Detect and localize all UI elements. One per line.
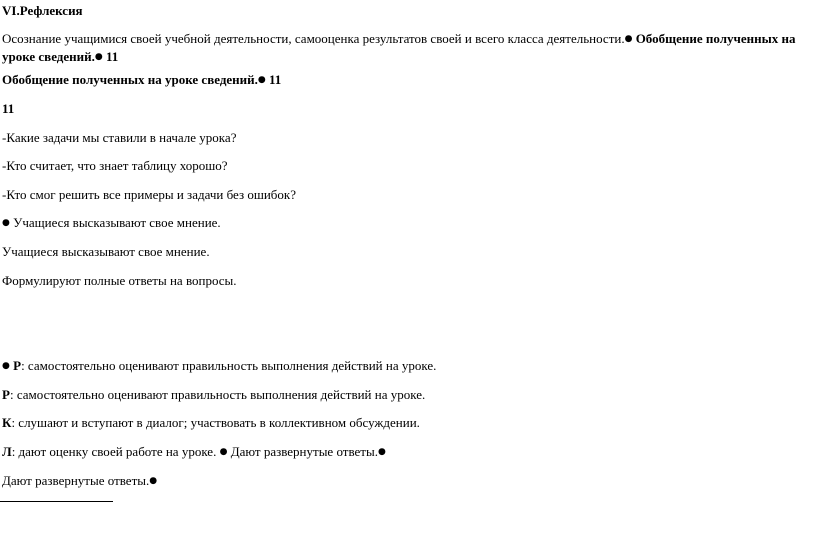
bullet-icon: ● [149,476,158,486]
r-label: Р [2,387,10,402]
student-opinion-bulleted [2,215,221,233]
intro-text: Осознание учащимися своей учебной деятельности, самооценка результатов своей и всего класса деятельности. [2,31,625,46]
question-1 [2,130,236,145]
question-text: -Какие задачи мы ставили в начале урока? [2,130,237,145]
question-text: -Кто смог решить все примеры и задачи без ошибок? [2,187,296,202]
formulate-line [2,273,237,288]
bullet-icon: ● [377,447,386,457]
section-heading-text: VI.Рефлексия [2,3,83,18]
number-line [2,101,14,116]
bullet-icon: ● [2,361,10,371]
bullet-icon: ● [624,34,633,44]
footnote-separator [0,501,113,502]
l-text: : дают оценку своей работе на уроке. [11,444,217,459]
intro-bold-tail: Обобщение полученных на уроке сведений. [2,31,796,64]
bullet-icon: ● [219,447,228,457]
r-label: Р [13,358,22,373]
student-opinion-text: Учащиеся высказывают свое мнение. [13,215,221,230]
question-text: -Кто считает, что знает таблицу хорошо? [2,158,228,173]
section-heading [2,3,83,18]
k-label: К [2,415,12,430]
summary-text: Обобщение полученных на уроке сведений. [2,72,258,87]
bullet-icon: ● [2,218,10,228]
k-item [2,415,420,430]
question-3 [2,187,296,202]
intro-number: 11 [105,49,119,64]
formulate-text: Формулируют полные ответы на вопросы. [2,273,237,288]
r-text: : самостоятельно оценивают правильность выполнения действий на уроке. [21,358,437,373]
l-label: Л [2,444,12,459]
l-item [2,444,386,462]
r-item [2,387,425,402]
summary-number: 11 [269,72,282,87]
l-tail: Дают развернутые ответы. [230,444,378,459]
number-line-text: 11 [2,101,15,116]
intro-paragraph [2,31,802,67]
student-opinion-text: Учащиеся высказывают свое мнение. [2,244,210,259]
summary-line [2,72,281,90]
bullet-icon: ● [94,52,103,62]
last-line-text: Дают развернутые ответы. [2,473,150,488]
last-line [2,473,157,491]
k-text: : слушают и вступают в диалог; участвовать в коллективном обсуждении. [11,415,420,430]
r-text: : самостоятельно оценивают правильность выполнения действий на уроке. [9,387,426,402]
question-2 [2,158,228,173]
r-item-bulleted [2,358,436,376]
student-opinion [2,244,210,259]
bullet-icon: ● [257,75,266,85]
